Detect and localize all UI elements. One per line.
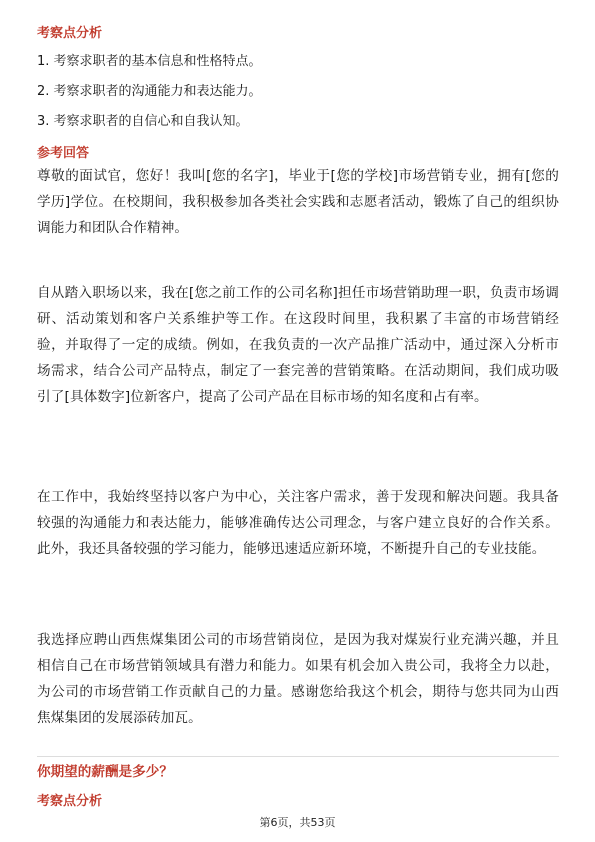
page-number: 第6页，共53页 [259,816,336,829]
answer-paragraph: 自从踏入职场以来，我在[您之前工作的公司名称]担任市场营销助理一职，负责市场调研、活动策划和客户关系维护等工作。在这段时间里，我积累了丰富的市场营销经验，并取得了一定的成绩。例如，在我负责的一次产品推广活动中，通过深入分析市场需求，结合公司产品特点，制定了一套完善的营销策略。在活动期间，我们成功吸引了[具体数字]位新客户，提高了公司产品在目标市场的知名度和占有率。 [37,285,559,405]
list-item: 1. 考察求职者的基本信息和性格特点。 [37,54,262,69]
answer-paragraph: 尊敬的面试官，您好！我叫[您的名字]，毕业于[您的学校]市场营销专业，拥有[您的学历]学位。在校期间，我积极参加各类社会实践和志愿者活动，锻炼了自己的组织协调能力和团队合作精神。 [37,168,559,236]
list-item: 3. 考察求职者的自信心和自我认知。 [37,114,249,129]
section-heading-analysis: 考察点分析 [37,26,103,41]
section-heading-reference-answer: 参考回答 [37,146,90,161]
answer-paragraph: 我选择应聘山西焦煤集团公司的市场营销岗位，是因为我对煤炭行业充满兴趣，并且相信自己在市场营销领域具有潜力和能力。如果有机会加入贵公司，我将全力以赴，为公司的市场营销工作贡献自己的力量。感谢您给我这个机会，期待与您共同为山西焦煤集团的发展添砖加瓦。 [37,632,559,726]
section-heading-analysis: 考察点分析 [37,794,103,809]
list-item: 2. 考察求职者的沟通能力和表达能力。 [37,84,262,99]
section-divider [37,756,559,757]
question-title: 你期望的薪酬是多少？ [37,764,173,780]
answer-paragraph: 在工作中，我始终坚持以客户为中心，关注客户需求，善于发现和解决问题。我具备较强的沟通能力和表达能力，能够准确传达公司理念，与客户建立良好的合作关系。此外，我还具备较强的学习能力，能够迅速适应新环境，不断提升自己的专业技能。 [37,489,559,557]
